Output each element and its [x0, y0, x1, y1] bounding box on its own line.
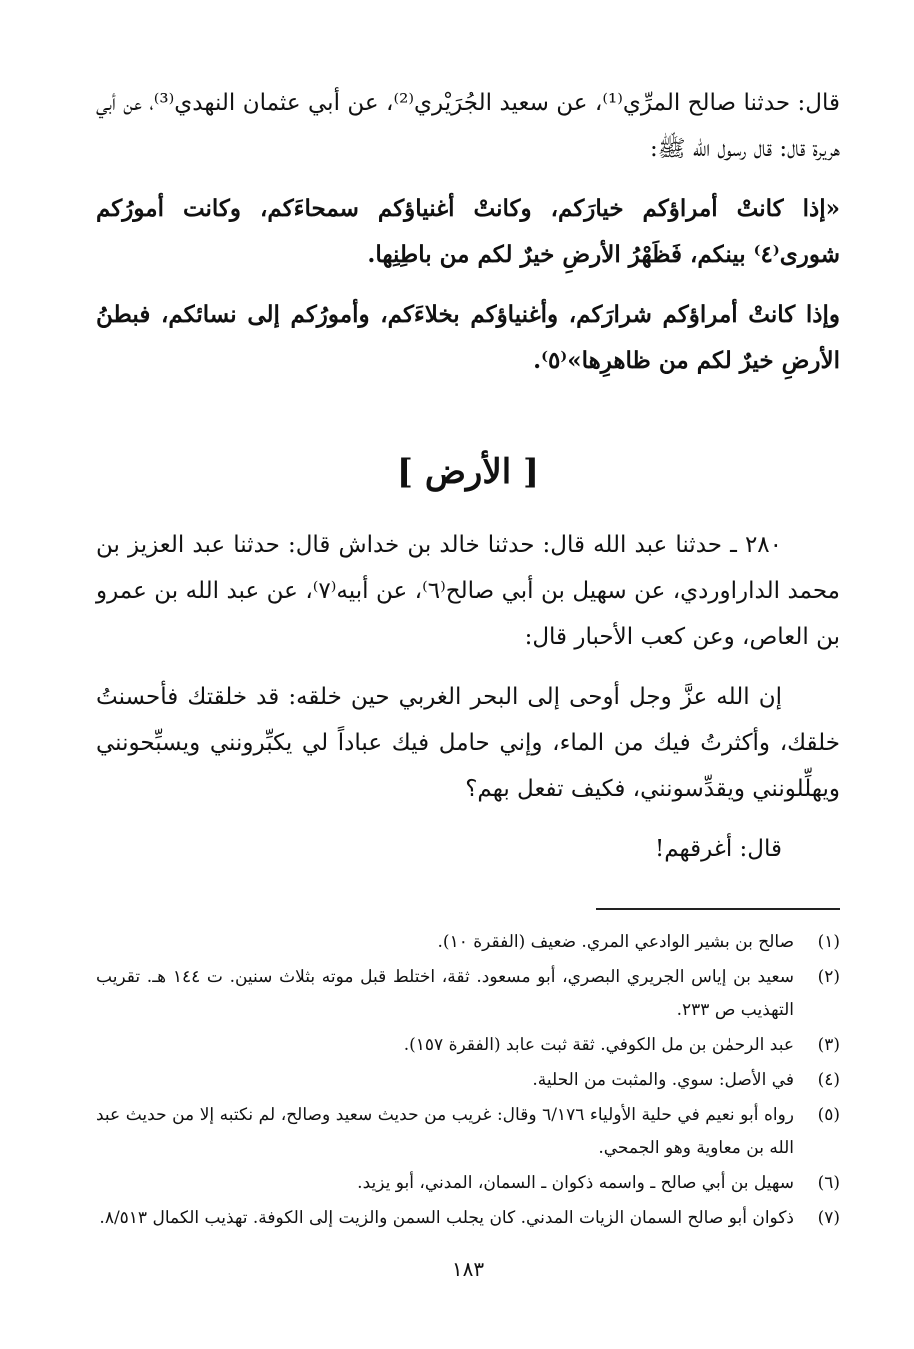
- footnote-number: (١): [817, 932, 840, 952]
- footnote-number: (٧): [817, 1208, 840, 1228]
- footnote-number: (٦): [817, 1173, 840, 1193]
- footnote-number: (٥): [817, 1105, 840, 1125]
- footnote-text: ذكوان أبو صالح السمان الزيات المدني. كان يجلب السمن والزيت إلى الكوفة. تهذيب الكمال ٨/٥١٣.: [99, 1208, 794, 1228]
- page-number: ١٨٣: [451, 1257, 485, 1281]
- narration-text: إن الله عزَّ وجل أوحى إلى البحر الغربي حين خلقه: قد خلقتك فأحسنتُ خلقك، وأكثرتُ فيك من الماء، وإني حامل فيك عباداً لي يكبِّرونني ويسبِّحونني ويهلِّلونني ويقدِّسونني، فكيف تفعل بهم؟: [96, 684, 840, 802]
- footnote-text: في الأصل: سوي. والمثبت من الحلية.: [532, 1070, 794, 1090]
- footnote-separator: [596, 908, 840, 910]
- section-title: [ الأرض ]: [396, 452, 540, 492]
- footnote-number: (٢): [817, 967, 840, 987]
- footnote: [96, 1064, 840, 1097]
- footnote: [96, 1099, 840, 1165]
- paragraph-chain: قال: حدثنا صالح المرِّي⁽¹⁾، عن سعيد الجُرَيْري⁽²⁾، عن أبي عثمان النهدي⁽³⁾، عن أبي هريرة قال: قال رسول الله ﷺ:: [96, 90, 840, 162]
- footnote-text: عبد الرحمٰن بن مل الكوفي. ثقة ثبت عابد (الفقرة ١٥٧).: [403, 1035, 794, 1055]
- narration-reply: قال: أغرقهم!: [654, 836, 782, 862]
- footnote-text: سعيد بن إياس الجريري البصري، أبو مسعود. ثقة، اختلط قبل موته بثلاث سنين. ت ١٤٤ هـ. تقريب التهذيب ص ٢٣٣.: [96, 967, 794, 1020]
- footnote: [96, 926, 840, 959]
- page: [96, 80, 840, 1281]
- footnote-text: صالح بن بشير الوادعي المري. ضعيف (الفقرة ١٠).: [437, 932, 794, 952]
- footnote-number: (٣): [817, 1035, 840, 1055]
- footnote-text: سهيل بن أبي صالح ـ واسمه ذكوان ـ السمان، المدني، أبو يزيد.: [357, 1173, 794, 1193]
- footnotes: [96, 926, 840, 1235]
- footnote: [96, 961, 840, 1027]
- footnote: [96, 1167, 840, 1200]
- hadith-text-2: وإذا كانتْ أمراؤكم شرارَكم، وأغنياؤكم بخلاءَكم، وأمورُكم إلى نسائكم، فبطنُ الأرضِ خيرٌ لكم من ظاهرِها»⁽٥⁾.: [96, 301, 840, 374]
- footnote-number: (٤): [817, 1070, 840, 1090]
- hadith-text-1: «إذا كانتْ أمراؤكم خيارَكم، وكانتْ أغنياؤكم سمحاءَكم، وكانت أمورُكم شورى⁽٤⁾ بينكم، فَظَهْرُ الأرضِ خيرٌ لكم من باطِنِها.: [96, 195, 840, 268]
- footnote: [96, 1202, 840, 1235]
- footnote-text: رواه أبو نعيم في حلية الأولياء ٦/١٧٦ وقال: غريب من حديث سعيد وصالح، لم نكتبه إلا من حديث عبد الله بن معاوية وهو الجمحي.: [96, 1105, 794, 1158]
- footnote: [96, 1029, 840, 1062]
- narration-chain: ٢٨٠ ـ حدثنا عبد الله قال: حدثنا خالد بن خداش قال: حدثنا عبد العزيز بن محمد الداراوردي، عن سهيل بن أبي صالح⁽٦⁾، عن أبيه⁽٧⁾، عن عبد الله بن عمرو بن العاص، وعن كعب الأحبار قال:: [96, 532, 840, 650]
